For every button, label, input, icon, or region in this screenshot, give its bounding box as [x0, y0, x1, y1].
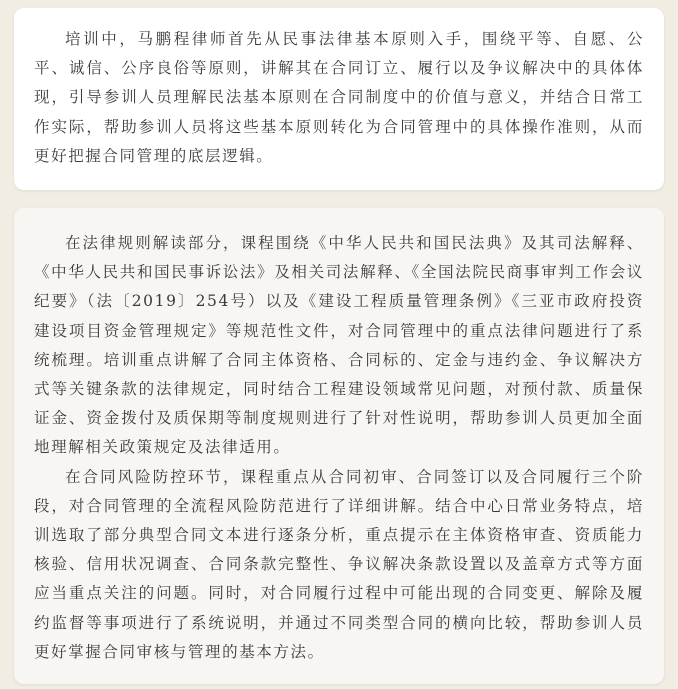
text-card-principles: [14, 8, 664, 190]
text-card-rules-and-risk: [14, 208, 664, 684]
paragraph-legal-rules: 在法律规则解读部分，课程围绕《中华人民共和国民法典》及其司法解释、《中华人民共和国民事诉讼法》及相关司法解释、《全国法院民商事审判工作会议纪要》（法〔2019〕254号）以及《建设工程质量管理条例》《三亚市政府投资建设项目资金管理规定》等规范性文件，对合同管理中的重点法律问题进行了系统梳理。培训重点讲解了合同主体资格、合同标的、定金与违约金、争议解决方式等关键条款的法律规定，同时结合工程建设领域常见问题，对预付款、质量保证金、资金拨付及质保期等制度规则进行了针对性说明，帮助参训人员更加全面地理解相关政策规定及法律适用。: [34, 234, 644, 457]
paragraph-risk-control: 在合同风险防控环节，课程重点从合同初审、合同签订以及合同履行三个阶段，对合同管理的全流程风险防范进行了详细讲解。结合中心日常业务特点，培训选取了部分典型合同文本进行逐条分析，重点提示在主体资格审查、资质能力核验、信用状况调查、合同条款完整性、争议解决条款设置以及盖章方式等方面应当重点关注的问题。同时，对合同履行过程中可能出现的合同变更、解除及履约监督等事项进行了系统说明，并通过不同类型合同的横向比较，帮助参训人员更好掌握合同审核与管理的基本方法。: [34, 467, 644, 661]
paragraph-principles: 培训中，马鹏程律师首先从民事法律基本原则入手，围绕平等、自愿、公平、诚信、公序良俗等原则，讲解其在合同订立、履行以及争议解决中的具体体现，引导参训人员理解民法基本原则在合同制度中的价值与意义，并结合日常工作实际，帮助参训人员将这些基本原则转化为合同管理中的具体操作准则，从而更好把握合同管理的底层逻辑。: [34, 30, 644, 165]
